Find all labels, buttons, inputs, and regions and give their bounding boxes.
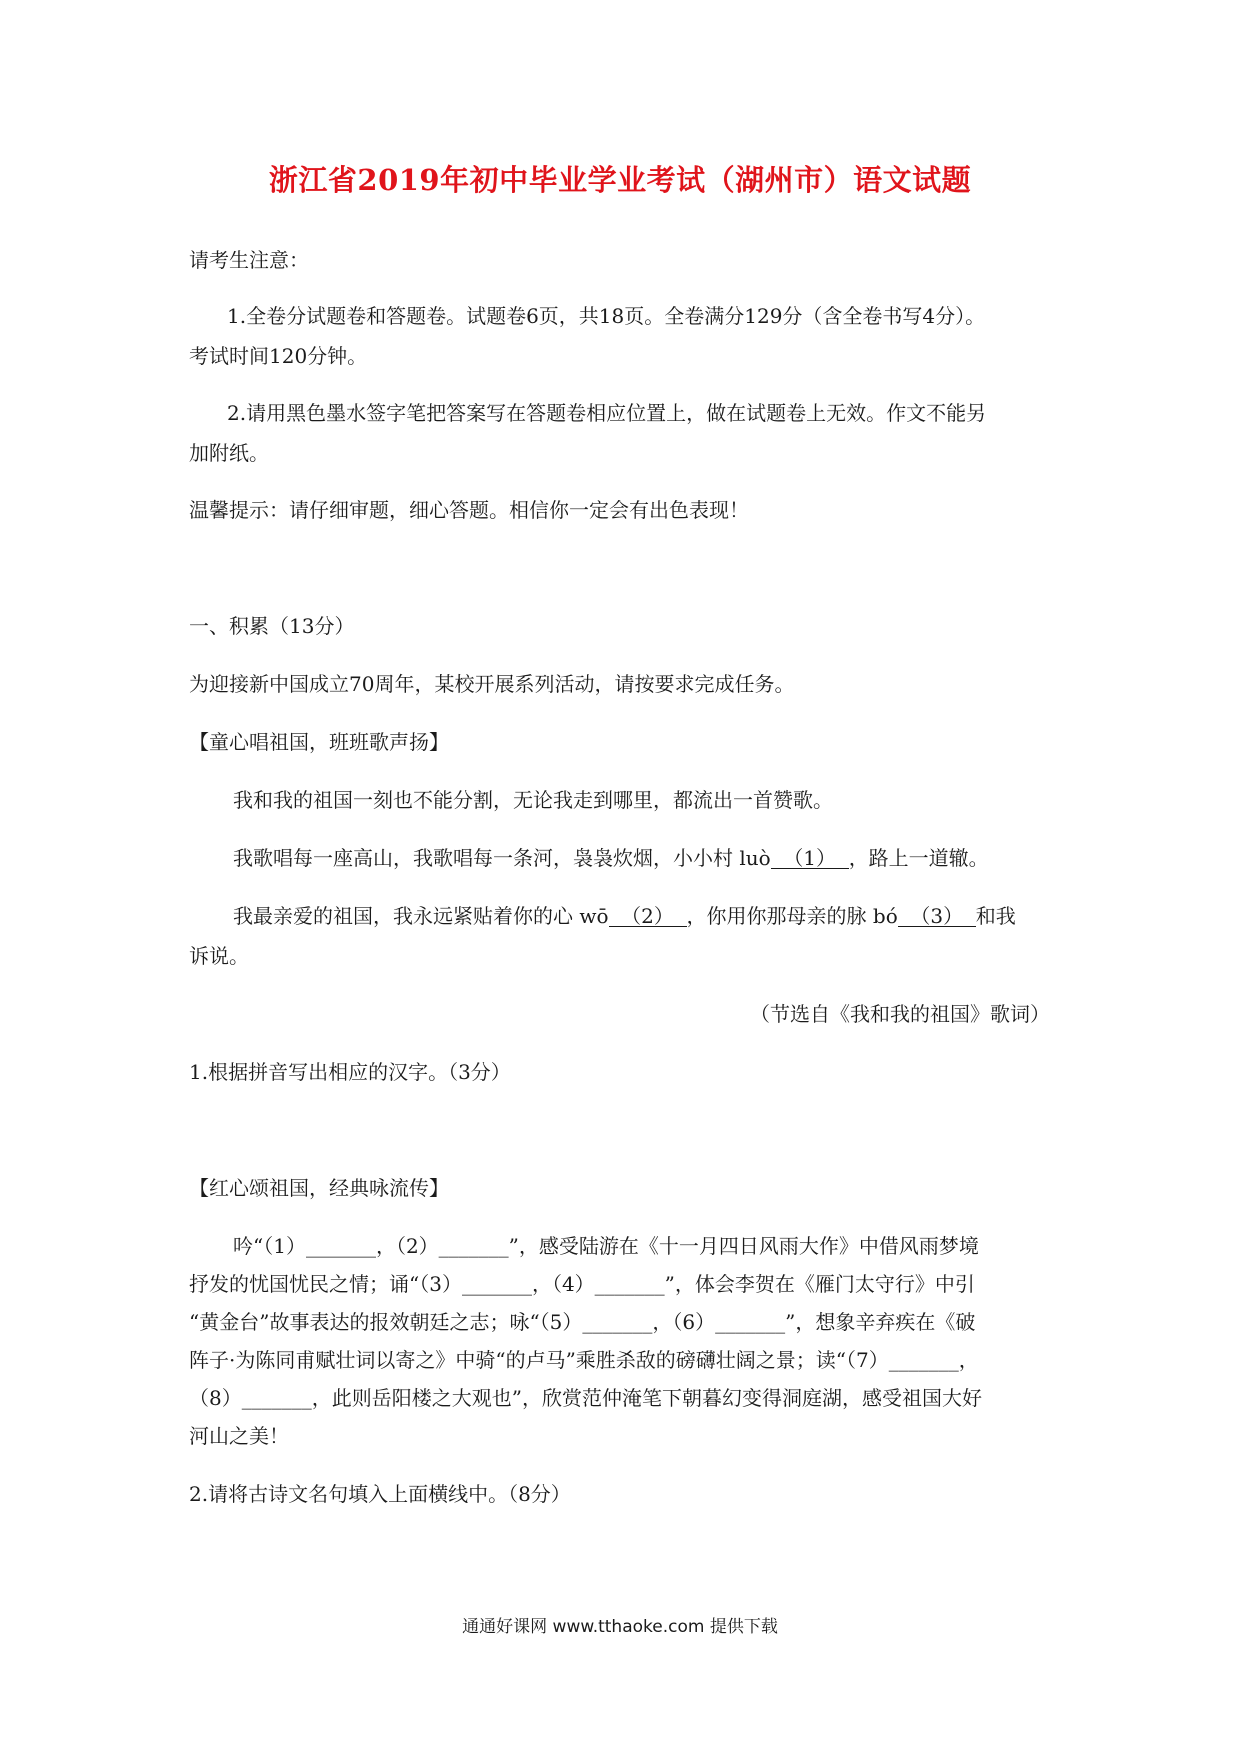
blank-2: （2）	[609, 906, 687, 927]
tip-text: 温馨提示：请仔细审题，细心答题。相信你一定会有出色表现！	[189, 498, 749, 522]
poem-paragraph-line-1: 吟“（1）_______，（2）_______”，感受陆游在《十一月四日风雨大作》中借风雨梦境	[233, 1234, 979, 1258]
document-title: 浙江省2019年初中毕业学业考试（湖州市）语文试题	[268, 163, 972, 197]
blank-3: （3）	[898, 906, 976, 927]
lyric-line-2	[233, 842, 989, 871]
question-1: 1.根据拼音写出相应的汉字。（3分）	[189, 1060, 511, 1084]
poem-paragraph-line-2: 抒发的忧国忧民之情；诵“（3）_______，（4）_______”，体会李贺在《雁门太守行》中引	[189, 1272, 975, 1296]
poem-paragraph-line-4: 阵子·为陈同甫赋壮词以寄之》中骑“的卢马”乘胜杀敌的磅礴壮阔之景；读“（7）_______，	[189, 1348, 979, 1372]
notice-item-2-line-1: 2.请用黑色墨水签字笔把答案写在答题卷相应位置上，做在试题卷上无效。作文不能另	[227, 401, 987, 425]
lyric-line-3-text-c: 和我	[975, 904, 1016, 928]
notice-item-2-line-2: 加附纸。	[189, 441, 269, 465]
lyric-line-3-continued: 诉说。	[189, 944, 249, 968]
section-heading: 一、积累（13分）	[189, 614, 355, 638]
part-1-title: 【童心唱祖国，班班歌声扬】	[189, 730, 449, 754]
poem-paragraph-line-6: 河山之美！	[189, 1424, 289, 1448]
lyric-line-1: 我和我的祖国一刻也不能分割，无论我走到哪里，都流出一首赞歌。	[233, 788, 833, 812]
footer-source: 通通好课网 www.tthaoke.com 提供下载	[462, 1617, 778, 1637]
notice-item-1-line-2: 考试时间120分钟。	[189, 344, 368, 368]
lyric-line-2-text-a: 我歌唱每一座高山，我歌唱每一条河，袅袅炊烟，小小村 luò	[233, 846, 771, 870]
lyric-source: （节选自《我和我的祖国》歌词）	[750, 1002, 1050, 1026]
notice-heading: 请考生注意：	[189, 248, 309, 272]
poem-paragraph-line-5: （8）_______，此则岳阳楼之大观也”，欣赏范仲淹笔下朝暮幻变得洞庭湖，感受祖国大好	[189, 1386, 982, 1410]
part-2-title: 【红心颂祖国，经典咏流传】	[189, 1176, 449, 1200]
lyric-line-3-text-a: 我最亲爱的祖国，我永远紧贴着你的心 wō	[233, 904, 609, 928]
question-2: 2.请将古诗文名句填入上面横线中。（8分）	[189, 1482, 571, 1506]
poem-paragraph-line-3: “黄金台”故事表达的报效朝廷之志；咏“（5）_______，（6）_______”，想象辛弃疾在《破	[189, 1310, 976, 1334]
notice-item-1-line-1: 1.全卷分试题卷和答题卷。试题卷6页，共18页。全卷满分129分（含全卷书写4分）。	[227, 304, 986, 328]
section-intro: 为迎接新中国成立70周年，某校开展系列活动，请按要求完成任务。	[189, 672, 795, 696]
blank-1: （1）	[771, 848, 849, 869]
lyric-line-2-text-b: ，路上一道辙。	[848, 846, 989, 870]
lyric-line-3-text-b: ，你用你那母亲的脉 bó	[686, 904, 898, 928]
lyric-line-3	[233, 900, 1016, 929]
